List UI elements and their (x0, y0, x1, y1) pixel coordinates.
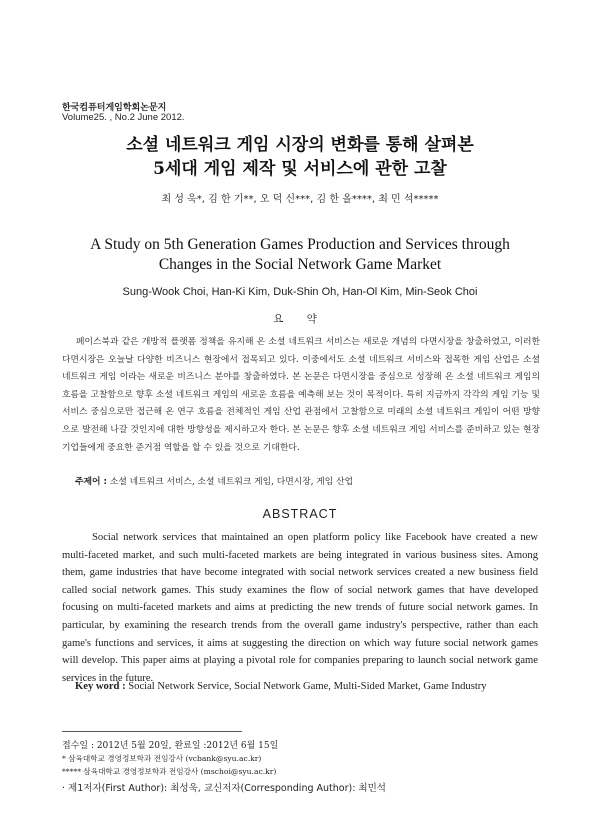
korean-title (60, 133, 540, 181)
korean-authors: 최 성 욱*, 김 한 기**, 오 덕 신***, 김 한 올****, 최 민 석***** (161, 194, 439, 205)
korean-abstract-body: 페이스북과 같은 개방적 플랫폼 정책을 유지해 온 소셜 네트워크 서비스는 새로운 개념의 다면시장을 창출하였고, 이러한 다면시장은 오늘날 다양한 비즈니스 현장에서 접목되고 있다. 이중에서도 소셜 네트워크 서비스와 접목한 게임 산업은 소셜 네트워크 게임 이라는 새로운 비즈니스 분야를 창출하였다. 본 논문은 다면시장을 중심으로 성장해 온 소셜 네트워크 게임의 흐름을 고찰함으로 향후 소셜 네트워크 게임의 새로운 흐름을 예측해 보는 것이 목적이다. 특히 지금까지 각각의 게임 기능 및 서비스 중심으로만 접근해 온 연구 흐름을 전체적인 게임 산업 관점에서 고찰함으로 미래의 소셜 네트워크 게임이 어떤 방향으로 발전해 나갈 것인지에 대한 방향성을 제시하고자 한다. 본 논문은 향후 소셜 네트워크 게임 서비스를 준비하고 있는 현장 기업들에게 중요한 준거점 역할을 할 수 있을 것으로 기대한다. (62, 337, 540, 453)
korean-abstract-heading: 요 약 (273, 313, 327, 325)
journal-name: 한국컴퓨터게임학회논문지 (62, 103, 167, 113)
footnote-author-roles: · 제1저자(First Author): 최성욱, 교신저자(Corresponding Author): 최민석 (62, 783, 386, 794)
korean-title-line-2: 5세대 게임 제작 및 서비스에 관한 고찰 (153, 159, 447, 179)
footnote-divider (62, 731, 242, 732)
footnote-author-5: ***** 삼육대학교 경영정보학과 전임강사 (mschoi@syu.ac.kr) (62, 767, 277, 776)
english-abstract-heading: ABSTRACT (262, 507, 338, 521)
english-title-line-1: A Study on 5th Generation Games Production and Services through (90, 236, 510, 253)
footnote-dates: 접수일 : 2012년 5월 20일, 완료일 :2012년 6월 15일 (62, 741, 279, 751)
english-keywords-label: Key word : (75, 681, 126, 692)
english-authors: Sung-Wook Choi, Han-Ki Kim, Duk-Shin Oh, Han-Ol Kim, Min-Seok Choi (122, 286, 478, 298)
english-keywords (75, 681, 487, 692)
footnote-author-1: * 삼육대학교 경영정보학과 전임강사 (vcbank@syu.ac.kr) (62, 754, 262, 763)
korean-title-line-1: 소셜 네트워크 게임 시장의 변화를 통해 살펴본 (126, 135, 474, 155)
english-title (60, 235, 540, 275)
korean-keywords (75, 474, 353, 487)
english-keywords-value: Social Network Service, Social Network Game, Multi-Sided Market, Game Industry (128, 681, 487, 692)
journal-volume: Volume25. , No.2 June 2012. (62, 112, 185, 123)
english-abstract-body: Social network services that maintained an open platform policy like Facebook have created a new multi-faceted market, and such multi-faceted markets are being integrated in various business sites. Among them, game industries that have become integrated with social network services created a new business field called social network games. This study examines the flow of social network games that have developed focusing on multi-faceted markets and aims at predicting the new trends of future social network games. In particular, by examining the research trends from the overall game industry's perspective, rather than each game's functions and services, it aims at suggesting the direction on which way future social network games will develop. This paper aims at playing a pivotal role for companies preparing to launch social network game services in the future. (62, 532, 538, 684)
english-title-line-2: Changes in the Social Network Game Market (158, 256, 442, 273)
korean-keywords-label: 주제어 : (75, 477, 108, 487)
korean-keywords-value: 소셜 네트워크 서비스, 소셜 네트워크 게임, 다면시장, 게임 산업 (109, 477, 354, 487)
